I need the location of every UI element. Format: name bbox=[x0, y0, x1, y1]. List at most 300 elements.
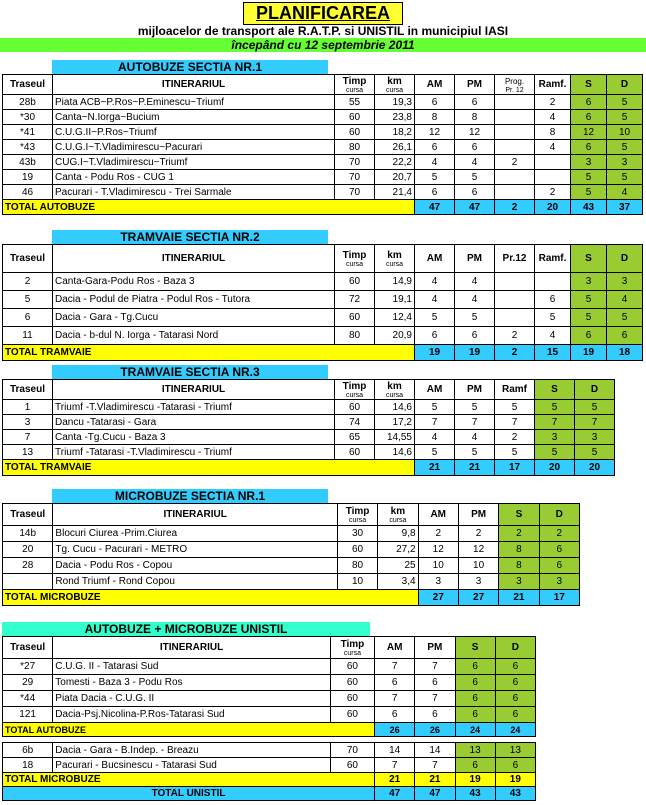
cell-value: 55 bbox=[335, 95, 375, 110]
cell-value: 5 bbox=[607, 95, 643, 110]
total-am: 26 bbox=[375, 723, 415, 737]
total-row bbox=[3, 345, 643, 361]
cell-value: 5 bbox=[455, 170, 495, 185]
col-km: km cursa bbox=[378, 504, 418, 526]
total-s: 19 bbox=[455, 773, 495, 787]
col-pm: PM bbox=[455, 75, 495, 95]
cell-value: 80 bbox=[337, 558, 377, 574]
route-itinerary: Canta - Podu Ros - CUG 1 bbox=[53, 170, 335, 185]
total-am: 27 bbox=[418, 590, 458, 606]
cell-value: 70 bbox=[335, 155, 375, 170]
cell-value: 6 bbox=[415, 140, 455, 155]
cell-value: 70 bbox=[335, 170, 375, 185]
cell-value: 6 bbox=[571, 110, 607, 125]
cell-value: 6 bbox=[571, 327, 607, 345]
table-row bbox=[3, 430, 615, 445]
table-row bbox=[3, 415, 615, 430]
section-title-tramvaie-2: TRAMVAIE SECTIA NR.2 bbox=[52, 230, 328, 245]
cell-value: 21,4 bbox=[375, 185, 415, 200]
cell-value: 13 bbox=[495, 743, 535, 758]
cell-value: 6 bbox=[455, 691, 495, 707]
col-timp: Timp cursa bbox=[337, 504, 377, 526]
table-row bbox=[3, 185, 643, 200]
cell-value: 60 bbox=[335, 309, 375, 327]
total-d: 20 bbox=[575, 460, 615, 476]
table-row bbox=[3, 125, 643, 140]
cell-value: 60 bbox=[335, 445, 375, 460]
total-ramf: 20 bbox=[535, 200, 571, 215]
cell-value: 8 bbox=[499, 558, 539, 574]
col-am: AM bbox=[415, 75, 455, 95]
table-row bbox=[3, 291, 643, 309]
total-am: 21 bbox=[415, 460, 455, 476]
route-itinerary: C.U.G. II - Tatarasi Sud bbox=[53, 659, 331, 675]
table-row bbox=[3, 110, 643, 125]
cell-value: 3 bbox=[575, 430, 615, 445]
cell-value: 14 bbox=[415, 743, 455, 758]
total-s: 19 bbox=[571, 345, 607, 361]
cell-value: 5 bbox=[607, 309, 643, 327]
col-timp: Timp cursa bbox=[330, 637, 374, 659]
total-d: 37 bbox=[607, 200, 643, 215]
cell-value bbox=[495, 273, 535, 291]
cell-value: 6 bbox=[495, 758, 535, 773]
col-itinerariul: ITINERARIUL bbox=[53, 245, 335, 273]
cell-value: 18,2 bbox=[375, 125, 415, 140]
total-unistil-row bbox=[3, 787, 536, 801]
cell-value: 3 bbox=[607, 155, 643, 170]
table-tramvaie-2 bbox=[2, 244, 643, 361]
col-prog: Prog. Pr. 12 bbox=[495, 75, 535, 95]
cell-value: 4 bbox=[455, 155, 495, 170]
cell-value: 3 bbox=[418, 574, 458, 590]
col-d: D bbox=[607, 75, 643, 95]
cell-value: 60 bbox=[335, 125, 375, 140]
cell-value: 4 bbox=[455, 291, 495, 309]
col-ramf: Ramf bbox=[495, 380, 535, 400]
col-km: km cursa bbox=[375, 380, 415, 400]
cell-value: 3 bbox=[539, 574, 579, 590]
cell-value: 7 bbox=[415, 415, 455, 430]
total-label: TOTAL TRAMVAIE bbox=[3, 460, 415, 476]
table-row bbox=[3, 309, 643, 327]
cell-value: 6 bbox=[415, 675, 455, 691]
route-itinerary: Dacia - b-dul N. Iorga - Tatarasi Nord bbox=[53, 327, 335, 345]
cell-value: 10 bbox=[337, 574, 377, 590]
cell-value: 20,7 bbox=[375, 170, 415, 185]
total-pm: 26 bbox=[415, 723, 455, 737]
route-number: 20 bbox=[3, 542, 53, 558]
cell-value: 7 bbox=[535, 415, 575, 430]
cell-value: 10 bbox=[418, 558, 458, 574]
route-number: 7 bbox=[3, 430, 53, 445]
total-pr12: 2 bbox=[495, 345, 535, 361]
total-pm: 27 bbox=[458, 590, 498, 606]
cell-value: 4 bbox=[535, 140, 571, 155]
table-row bbox=[3, 743, 536, 758]
route-number: 6b bbox=[3, 743, 53, 758]
cell-value: 6 bbox=[455, 659, 495, 675]
cell-value: 27,2 bbox=[378, 542, 418, 558]
cell-value bbox=[495, 95, 535, 110]
route-itinerary: C.U.G.II~P.Ros~Triumf bbox=[53, 125, 335, 140]
route-number bbox=[3, 574, 53, 590]
cell-value: 7 bbox=[575, 415, 615, 430]
cell-value: 8 bbox=[535, 125, 571, 140]
route-itinerary: Blocuri Ciurea -Prim.Ciurea bbox=[53, 526, 337, 542]
route-number: *44 bbox=[3, 691, 53, 707]
cell-value: 6 bbox=[539, 558, 579, 574]
total-row bbox=[3, 460, 615, 476]
route-number: 6 bbox=[3, 309, 53, 327]
table-row bbox=[3, 574, 580, 590]
route-itinerary: Tg. Cucu - Pacurari - METRO bbox=[53, 542, 337, 558]
cell-value: 60 bbox=[335, 110, 375, 125]
cell-value: 3 bbox=[571, 155, 607, 170]
cell-value: 9,8 bbox=[378, 526, 418, 542]
cell-value: 4 bbox=[415, 430, 455, 445]
cell-value: 2 bbox=[495, 430, 535, 445]
col-d: D bbox=[495, 637, 535, 659]
cell-value: 7 bbox=[375, 758, 415, 773]
cell-value: 60 bbox=[330, 758, 374, 773]
table-tramvaie-3 bbox=[2, 379, 615, 476]
table-row bbox=[3, 558, 580, 574]
cell-value: 30 bbox=[337, 526, 377, 542]
cell-value: 8 bbox=[415, 110, 455, 125]
cell-value: 6 bbox=[495, 675, 535, 691]
table-row bbox=[3, 707, 536, 723]
cell-value: 12 bbox=[458, 542, 498, 558]
cell-value: 7 bbox=[415, 659, 455, 675]
col-timp: Timp cursa bbox=[335, 75, 375, 95]
total-prog: 2 bbox=[495, 200, 535, 215]
cell-value: 10 bbox=[458, 558, 498, 574]
cell-value: 12 bbox=[455, 125, 495, 140]
col-s: S bbox=[455, 637, 495, 659]
cell-value: 23,8 bbox=[375, 110, 415, 125]
cell-value: 60 bbox=[337, 542, 377, 558]
cell-value: 6 bbox=[495, 691, 535, 707]
col-itinerariul: ITINERARIUL bbox=[53, 504, 337, 526]
cell-value bbox=[495, 291, 535, 309]
col-itinerariul: ITINERARIUL bbox=[53, 637, 331, 659]
cell-value: 14,6 bbox=[375, 400, 415, 415]
cell-value: 6 bbox=[455, 675, 495, 691]
col-traseul: Traseul bbox=[3, 245, 53, 273]
table-unistil bbox=[2, 636, 536, 801]
cell-value: 72 bbox=[335, 291, 375, 309]
total-label: TOTAL TRAMVAIE bbox=[3, 345, 415, 361]
cell-value: 12,4 bbox=[375, 309, 415, 327]
total-am: 19 bbox=[415, 345, 455, 361]
cell-value bbox=[495, 309, 535, 327]
route-itinerary: Pacurari - Bucsinescu - Tatarasi Sud bbox=[53, 758, 331, 773]
cell-value: 74 bbox=[335, 415, 375, 430]
cell-value: 7 bbox=[375, 659, 415, 675]
cell-value: 6 bbox=[495, 707, 535, 723]
table-row bbox=[3, 659, 536, 675]
cell-value: 3 bbox=[499, 574, 539, 590]
table-row bbox=[3, 675, 536, 691]
route-itinerary: Triumf -Tatarasi -T.Vladimirescu - Triumf bbox=[53, 445, 335, 460]
section-title-autobuze-1: AUTOBUZE SECTIA NR.1 bbox=[52, 60, 328, 75]
cell-value: 4 bbox=[415, 155, 455, 170]
cell-value: 5 bbox=[415, 400, 455, 415]
col-s: S bbox=[499, 504, 539, 526]
route-number: 19 bbox=[3, 170, 53, 185]
cell-value: 7 bbox=[495, 415, 535, 430]
cell-value: 80 bbox=[335, 140, 375, 155]
table-row bbox=[3, 95, 643, 110]
cell-value: 5 bbox=[535, 309, 571, 327]
cell-value: 60 bbox=[335, 400, 375, 415]
cell-value: 5 bbox=[575, 445, 615, 460]
total-ramf: 15 bbox=[535, 345, 571, 361]
col-pm: PM bbox=[455, 245, 495, 273]
cell-value: 3,4 bbox=[378, 574, 418, 590]
cell-value: 19,3 bbox=[375, 95, 415, 110]
route-itinerary: Canta-Gara-Podu Ros - Baza 3 bbox=[53, 273, 335, 291]
cell-value: 6 bbox=[455, 95, 495, 110]
col-itinerariul: ITINERARIUL bbox=[53, 380, 335, 400]
col-pm: PM bbox=[415, 637, 455, 659]
total-label: TOTAL AUTOBUZE bbox=[3, 200, 415, 215]
cell-value: 60 bbox=[330, 675, 374, 691]
cell-value: 4 bbox=[455, 430, 495, 445]
cell-value: 2 bbox=[495, 327, 535, 345]
route-number: 5 bbox=[3, 291, 53, 309]
col-s: S bbox=[535, 380, 575, 400]
page-title-wrap bbox=[0, 2, 646, 25]
total-label: TOTAL AUTOBUZE bbox=[3, 723, 375, 737]
total-d: 19 bbox=[495, 773, 535, 787]
route-itinerary: Rond Triumf - Rond Copou bbox=[53, 574, 337, 590]
cell-value: 5 bbox=[571, 291, 607, 309]
cell-value: 19,1 bbox=[375, 291, 415, 309]
col-s: S bbox=[571, 75, 607, 95]
col-traseul: Traseul bbox=[3, 504, 53, 526]
route-number: 28b bbox=[3, 95, 53, 110]
cell-value: 70 bbox=[330, 743, 374, 758]
cell-value: 5 bbox=[607, 110, 643, 125]
col-traseul: Traseul bbox=[3, 637, 53, 659]
total-pm: 47 bbox=[415, 787, 455, 801]
cell-value: 14,55 bbox=[375, 430, 415, 445]
cell-value: 5 bbox=[607, 140, 643, 155]
cell-value: 12 bbox=[418, 542, 458, 558]
cell-value: 70 bbox=[335, 185, 375, 200]
col-pm: PM bbox=[455, 380, 495, 400]
col-traseul: Traseul bbox=[3, 75, 53, 95]
cell-value: 6 bbox=[535, 291, 571, 309]
total-ramf: 17 bbox=[495, 460, 535, 476]
total-label: TOTAL UNISTIL bbox=[3, 787, 375, 801]
section-title-tramvaie-3: TRAMVAIE SECTIA NR.3 bbox=[52, 365, 328, 380]
route-itinerary: Dacia - Gara - B.Indep. - Breazu bbox=[53, 743, 331, 758]
table-row bbox=[3, 542, 580, 558]
route-number: 2 bbox=[3, 273, 53, 291]
cell-value: 13 bbox=[455, 743, 495, 758]
total-d: 24 bbox=[495, 723, 535, 737]
cell-value: 6 bbox=[607, 327, 643, 345]
cell-value: 4 bbox=[535, 110, 571, 125]
cell-value: 12 bbox=[571, 125, 607, 140]
col-d: D bbox=[539, 504, 579, 526]
route-number: *27 bbox=[3, 659, 53, 675]
cell-value: 6 bbox=[571, 140, 607, 155]
route-itinerary: Canta -Tg.Cucu - Baza 3 bbox=[53, 430, 335, 445]
cell-value: 14 bbox=[375, 743, 415, 758]
cell-value: 4 bbox=[607, 291, 643, 309]
cell-value: 6 bbox=[375, 707, 415, 723]
table-row bbox=[3, 327, 643, 345]
cell-value: 12 bbox=[415, 125, 455, 140]
route-number: 11 bbox=[3, 327, 53, 345]
cell-value: 3 bbox=[458, 574, 498, 590]
cell-value: 6 bbox=[415, 707, 455, 723]
table-row bbox=[3, 170, 643, 185]
cell-value: 80 bbox=[335, 327, 375, 345]
cell-value: 8 bbox=[455, 110, 495, 125]
route-itinerary: Triumf -T.Vladimirescu -Tatarasi - Triumf bbox=[53, 400, 335, 415]
cell-value: 2 bbox=[495, 155, 535, 170]
cell-value: 4 bbox=[607, 185, 643, 200]
cell-value: 6 bbox=[455, 707, 495, 723]
route-itinerary: Dacia-Psj.Nicolina-P.Ros-Tatarasi Sud bbox=[53, 707, 331, 723]
cell-value: 5 bbox=[495, 400, 535, 415]
cell-value: 22,2 bbox=[375, 155, 415, 170]
total-pm: 19 bbox=[455, 345, 495, 361]
table-row bbox=[3, 400, 615, 415]
route-itinerary: Pacurari - T.Vladimirescu - Trei Sarmale bbox=[53, 185, 335, 200]
cell-value: 60 bbox=[330, 659, 374, 675]
cell-value: 5 bbox=[571, 309, 607, 327]
cell-value bbox=[495, 170, 535, 185]
cell-value: 5 bbox=[415, 445, 455, 460]
section-title-unistil: AUTOBUZE + MICROBUZE UNISTIL bbox=[2, 622, 370, 637]
col-am: AM bbox=[418, 504, 458, 526]
cell-value: 5 bbox=[571, 185, 607, 200]
page-subtitle: mijloacelor de transport ale R.A.T.P. si UNISTIL in municipiul IASI bbox=[137, 24, 509, 38]
table-row bbox=[3, 155, 643, 170]
cell-value: 5 bbox=[575, 400, 615, 415]
route-number: 13 bbox=[3, 445, 53, 460]
route-number: 29 bbox=[3, 675, 53, 691]
cell-value: 14,6 bbox=[375, 445, 415, 460]
table-microbuze-1 bbox=[2, 503, 580, 606]
page-title: PLANIFICAREA bbox=[243, 2, 403, 25]
cell-value: 2 bbox=[418, 526, 458, 542]
cell-value: 7 bbox=[455, 415, 495, 430]
route-number: 18 bbox=[3, 758, 53, 773]
col-pm: PM bbox=[458, 504, 498, 526]
col-d: D bbox=[607, 245, 643, 273]
section-title-microbuze-1: MICROBUZE SECTIA NR.1 bbox=[52, 489, 328, 504]
cell-value: 6 bbox=[375, 675, 415, 691]
cell-value: 5 bbox=[571, 170, 607, 185]
cell-value bbox=[535, 273, 571, 291]
cell-value: 26,1 bbox=[375, 140, 415, 155]
route-number: *41 bbox=[3, 125, 53, 140]
cell-value: 7 bbox=[415, 691, 455, 707]
cell-value bbox=[495, 125, 535, 140]
cell-value: 17,2 bbox=[375, 415, 415, 430]
col-am: AM bbox=[415, 380, 455, 400]
cell-value: 6 bbox=[415, 185, 455, 200]
cell-value: 6 bbox=[455, 327, 495, 345]
total-am: 47 bbox=[375, 787, 415, 801]
table-row bbox=[3, 140, 643, 155]
total-label: TOTAL MICROBUZE bbox=[3, 773, 375, 787]
cell-value bbox=[535, 155, 571, 170]
cell-value: 5 bbox=[415, 170, 455, 185]
total-d: 43 bbox=[495, 787, 535, 801]
total-am: 47 bbox=[415, 200, 455, 215]
cell-value: 2 bbox=[535, 95, 571, 110]
table-row bbox=[3, 445, 615, 460]
cell-value: 2 bbox=[535, 185, 571, 200]
cell-value: 5 bbox=[495, 445, 535, 460]
total-d: 18 bbox=[607, 345, 643, 361]
cell-value: 60 bbox=[330, 691, 374, 707]
col-pr12: Pr.12 bbox=[495, 245, 535, 273]
total-microbuze-row bbox=[3, 773, 536, 787]
cell-value: 2 bbox=[458, 526, 498, 542]
cell-value: 7 bbox=[375, 691, 415, 707]
route-number: 3 bbox=[3, 415, 53, 430]
cell-value: 10 bbox=[607, 125, 643, 140]
cell-value: 5 bbox=[455, 445, 495, 460]
route-number: 14b bbox=[3, 526, 53, 542]
total-s: 20 bbox=[535, 460, 575, 476]
col-ramf: Ramf. bbox=[535, 75, 571, 95]
cell-value: 6 bbox=[415, 95, 455, 110]
cell-value: 60 bbox=[330, 707, 374, 723]
table-row bbox=[3, 526, 580, 542]
total-s: 43 bbox=[571, 200, 607, 215]
route-itinerary: Dacia - Gara - Tg.Cucu bbox=[53, 309, 335, 327]
route-number: 28 bbox=[3, 558, 53, 574]
cell-value: 3 bbox=[571, 273, 607, 291]
cell-value: 20,9 bbox=[375, 327, 415, 345]
route-itinerary: C.U.G.I~T.Vladimirescu~Pacurari bbox=[53, 140, 335, 155]
cell-value: 25 bbox=[378, 558, 418, 574]
route-number: *30 bbox=[3, 110, 53, 125]
cell-value: 3 bbox=[535, 430, 575, 445]
table-row bbox=[3, 758, 536, 773]
route-number: 121 bbox=[3, 707, 53, 723]
total-pm: 21 bbox=[415, 773, 455, 787]
col-s: S bbox=[571, 245, 607, 273]
cell-value: 14,9 bbox=[375, 273, 415, 291]
total-s: 21 bbox=[499, 590, 539, 606]
cell-value: 5 bbox=[415, 309, 455, 327]
total-label: TOTAL MICROBUZE bbox=[3, 590, 419, 606]
cell-value: 6 bbox=[495, 659, 535, 675]
table-row bbox=[3, 691, 536, 707]
cell-value: 4 bbox=[455, 273, 495, 291]
cell-value: 5 bbox=[455, 309, 495, 327]
cell-value: 5 bbox=[455, 400, 495, 415]
cell-value: 6 bbox=[455, 185, 495, 200]
total-pm: 47 bbox=[455, 200, 495, 215]
cell-value bbox=[495, 185, 535, 200]
table-autobuze-1 bbox=[2, 74, 643, 215]
cell-value: 3 bbox=[607, 273, 643, 291]
cell-value bbox=[495, 140, 535, 155]
route-number: 46 bbox=[3, 185, 53, 200]
